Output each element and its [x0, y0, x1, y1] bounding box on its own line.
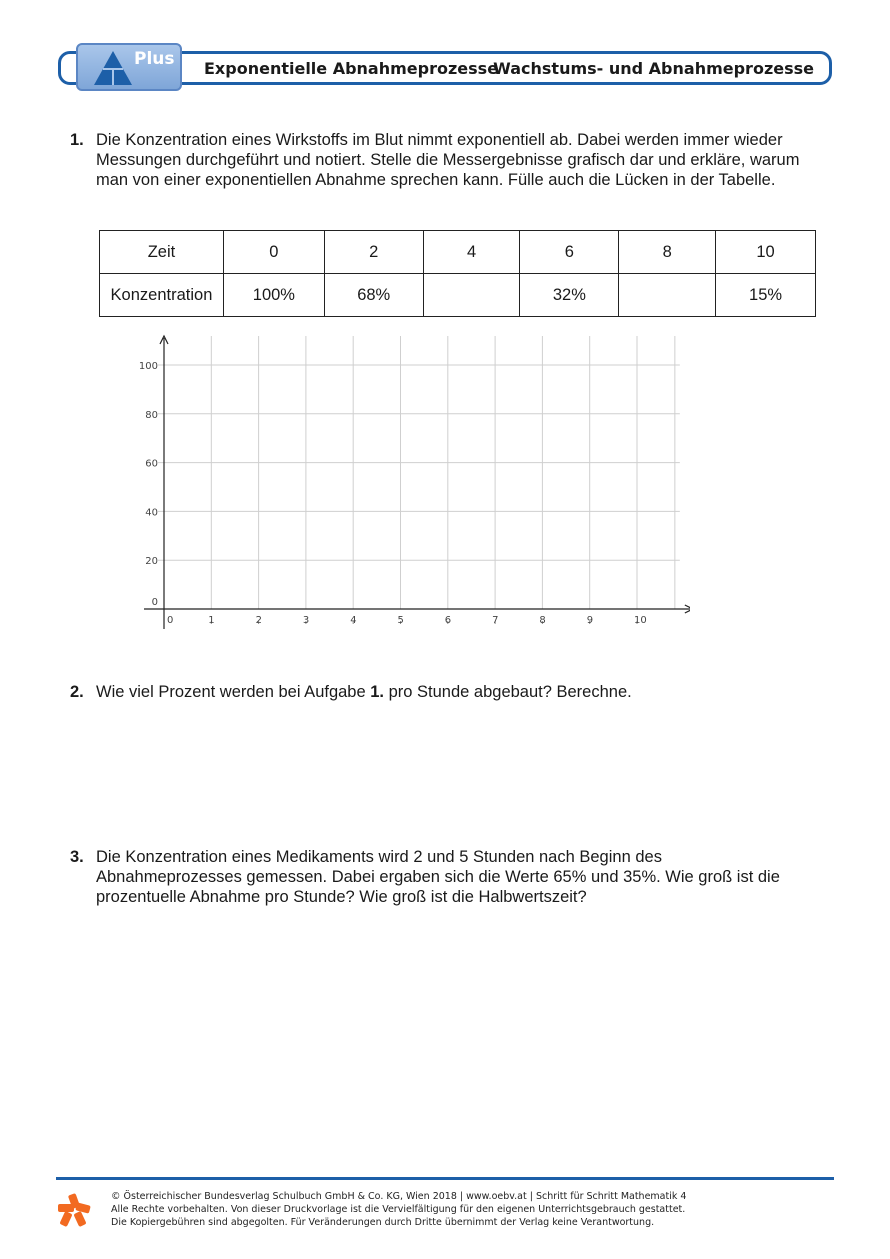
time-cell: 10: [716, 231, 816, 274]
y-tick-label: 20: [145, 556, 158, 568]
y-tick-label: 100: [138, 361, 158, 372]
footer-line-2: Alle Rechte vorbehalten. Von dieser Druckvorlage ist die Vervielfältigung für den eigenen Unterrichtsgebrauch gestattet.: [111, 1204, 686, 1215]
x-tick-label: 9: [586, 615, 594, 626]
footer-line-3: Die Kopiergebühren sind abgegolten. Für Veränderungen durch Dritte übernimmt der Verlag keine Verantwortung.: [111, 1217, 655, 1228]
table-row-concentration: [100, 274, 816, 317]
task-1: [70, 130, 810, 190]
concentration-cell: 15%: [716, 274, 816, 317]
logo-text: Plus: [134, 49, 175, 69]
time-cell: 4: [423, 231, 520, 274]
x-tick-label: 8: [539, 615, 546, 626]
footer-text: [111, 1190, 686, 1229]
concentration-cell-blank[interactable]: [619, 274, 716, 317]
footer-line-1: © Österreichischer Bundesverlag Schulbuch GmbH & Co. KG, Wien 2018 | www.oebv.at | Schritt für Schritt Mathematik 4: [111, 1191, 687, 1202]
task-2-text: [96, 682, 810, 702]
task-2: [70, 682, 810, 702]
task-1-number: 1.: [70, 131, 84, 149]
x-tick-label: 2: [255, 615, 262, 626]
time-cell: 6: [520, 231, 619, 274]
x-tick-label: 0: [167, 615, 174, 626]
task-3: [70, 847, 810, 907]
data-table: [99, 230, 816, 317]
row-label-concentration: Konzentration: [100, 274, 224, 317]
task-2-text-part: Wie viel Prozent werden bei Aufgabe: [96, 683, 371, 701]
x-tick-label: 3: [302, 615, 310, 626]
header-title-right: Wachstums- und Abnahmeprozesse: [493, 59, 814, 78]
coordinate-grid[interactable]: [130, 332, 690, 632]
concentration-cell: 68%: [324, 274, 423, 317]
time-cell: 0: [223, 231, 324, 274]
y-tick-label: 80: [145, 409, 158, 421]
time-cell: 8: [619, 231, 716, 274]
task-3-number: 3.: [70, 848, 84, 866]
table-row-time: [100, 231, 816, 274]
y-tick-label: 60: [145, 458, 158, 470]
task-2-number: 2.: [70, 683, 84, 701]
task-1-text: Die Konzentration eines Wirkstoffs im Blut nimmt exponentiell ab. Dabei werden immer wieder Messungen durchgeführt und notiert. Stelle die Messergebnisse grafisch dar und erkläre, warum man von einer exponentiellen Abnahme sprechen kann. Fülle auch die Lücken in der Tabelle.: [96, 131, 800, 189]
y-tick-label: 40: [145, 507, 158, 519]
triangle-logo-icon: [92, 49, 134, 87]
y-tick-label: 0: [151, 597, 158, 608]
x-tick-label: 10: [634, 615, 647, 626]
x-tick-label: 1: [208, 615, 215, 626]
header-title-left: Exponentielle Abnahmeprozesse: [204, 59, 499, 78]
task-2-reference: 1.: [370, 683, 385, 701]
time-cell: 2: [324, 231, 423, 274]
x-tick-label: 7: [492, 615, 499, 626]
plus-logo: [76, 43, 182, 91]
x-tick-label: 5: [397, 615, 404, 626]
x-tick-label: 4: [350, 615, 357, 626]
footer-divider: [56, 1177, 834, 1180]
x-tick-label: 6: [444, 615, 452, 626]
concentration-cell: 32%: [520, 274, 619, 317]
task-3-text: Die Konzentration eines Medikaments wird 2 und 5 Stunden nach Beginn des Abnahmeprozesses gemessen. Dabei ergaben sich die Werte 65% und 35%. Wie groß ist die prozentuelle Abnahme pro Stunde? Wie groß ist die Halbwertszeit?: [96, 848, 780, 906]
task-2-text-part: pro Stunde abgebaut? Berechne.: [384, 683, 632, 701]
concentration-cell: 100%: [223, 274, 324, 317]
publisher-logo-icon: [56, 1192, 92, 1228]
row-label-time: Zeit: [100, 231, 224, 274]
concentration-cell-blank[interactable]: [423, 274, 520, 317]
